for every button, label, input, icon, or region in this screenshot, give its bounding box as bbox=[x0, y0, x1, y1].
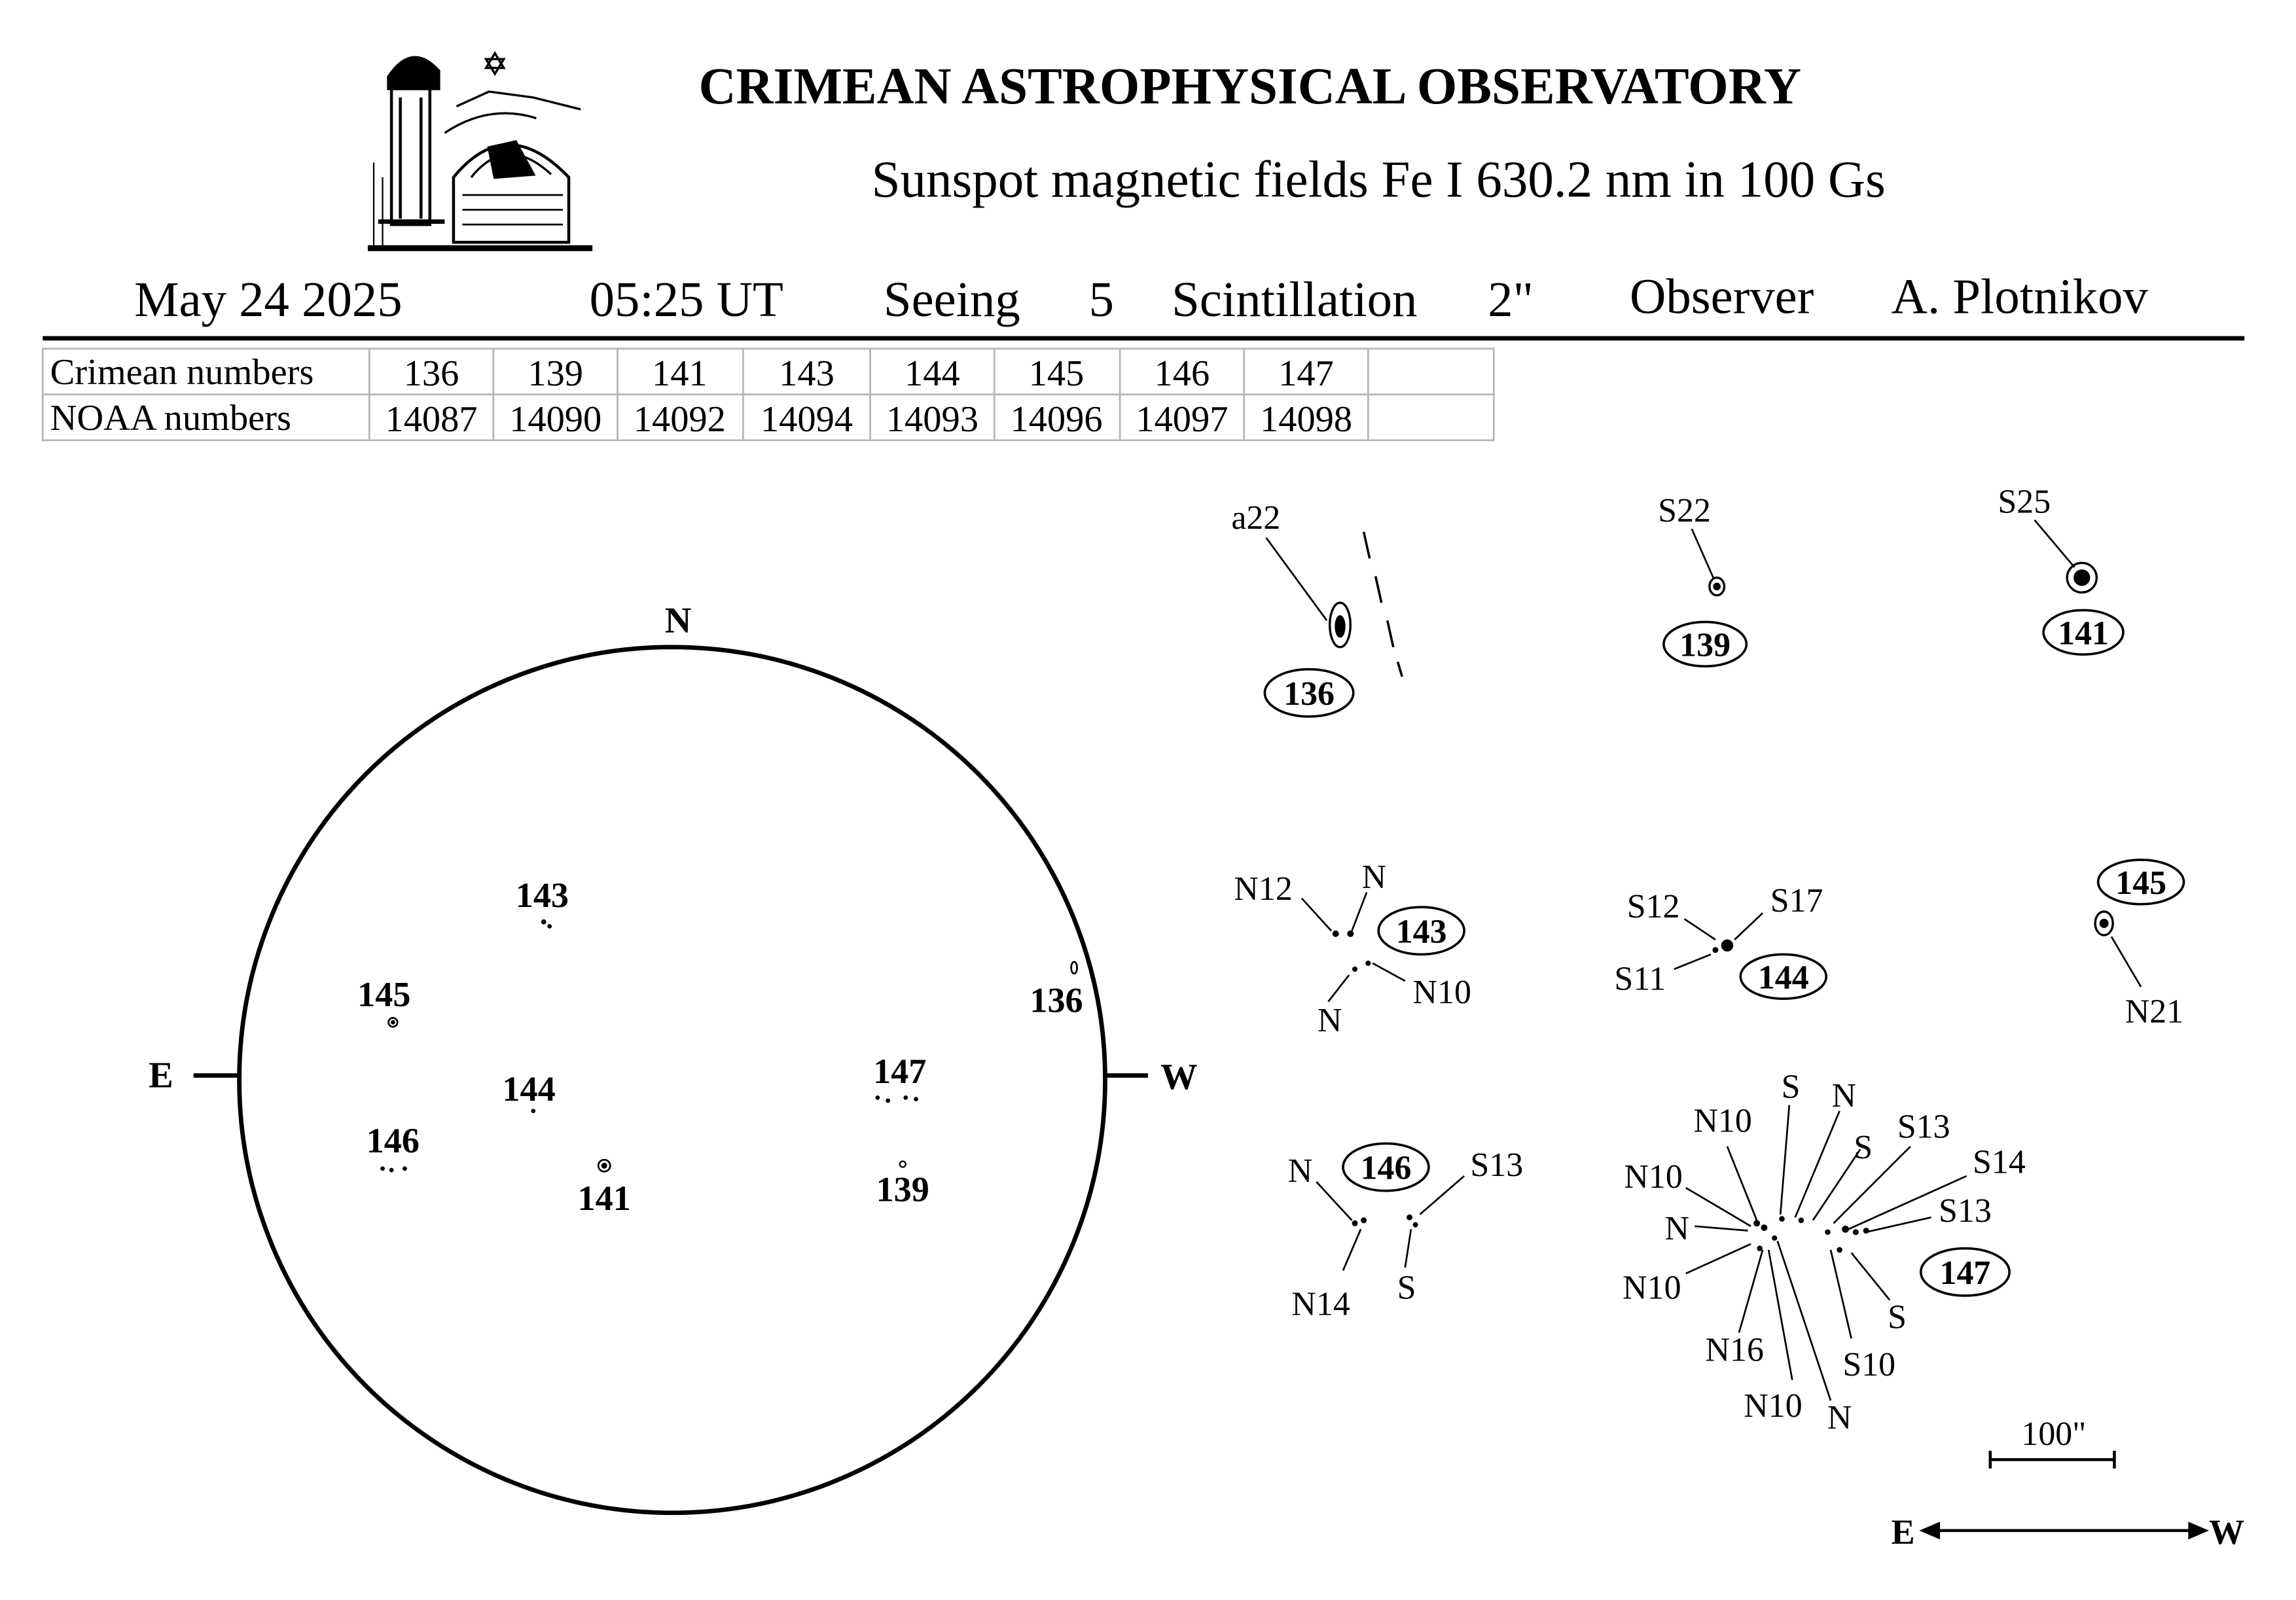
disk-spot-mark bbox=[602, 1164, 607, 1168]
group-number: 143 bbox=[1395, 913, 1447, 951]
table-row-label: NOAA numbers bbox=[50, 397, 291, 438]
detail-group-145 bbox=[2095, 912, 2141, 987]
field-label: N12 bbox=[1234, 870, 1293, 908]
field-label: S17 bbox=[1770, 881, 1823, 919]
field-label: S22 bbox=[1658, 491, 1711, 529]
table-cell-crimean: 136 bbox=[403, 353, 459, 395]
disk-group-label: 141 bbox=[577, 1178, 631, 1218]
detail-group-139 bbox=[1692, 529, 1725, 596]
table-cell-noaa: 14092 bbox=[633, 399, 726, 440]
seeing-label: Seeing bbox=[883, 272, 1020, 328]
observation-info bbox=[134, 269, 2148, 328]
field-label: N14 bbox=[1291, 1285, 1350, 1323]
field-label: N bbox=[1827, 1399, 1852, 1437]
disk-group-label: 143 bbox=[515, 876, 569, 916]
disk-spot-mark bbox=[532, 1109, 535, 1112]
table-cell-crimean: 139 bbox=[528, 353, 584, 395]
field-label: S bbox=[1888, 1298, 1907, 1336]
field-label: S bbox=[1781, 1068, 1801, 1106]
disk-spot-mark bbox=[900, 1161, 906, 1167]
group-number: 147 bbox=[1939, 1254, 1991, 1292]
observation-date: May 24 2025 bbox=[134, 272, 403, 328]
field-label: N bbox=[1664, 1210, 1689, 1248]
group-number: 136 bbox=[1283, 675, 1335, 713]
disk-spot-mark bbox=[390, 1169, 393, 1172]
field-label: N10 bbox=[1744, 1387, 1803, 1425]
field-label: S bbox=[1854, 1128, 1873, 1166]
field-label: S12 bbox=[1626, 887, 1680, 925]
scale-bar bbox=[1990, 1415, 2115, 1468]
field-label: N10 bbox=[1693, 1102, 1752, 1140]
observer-name: A. Plotnikov bbox=[1891, 268, 2148, 325]
detail-group-141 bbox=[2035, 520, 2097, 593]
table-row-label: Crimean numbers bbox=[50, 351, 314, 393]
west-label: W bbox=[1160, 1056, 1198, 1097]
disk-spot-mark bbox=[403, 1167, 406, 1171]
disk-spot-mark bbox=[876, 1096, 880, 1099]
observer-label: Observer bbox=[1629, 268, 1814, 325]
table-cell-noaa: 14098 bbox=[1260, 399, 1353, 440]
east-label: E bbox=[149, 1055, 173, 1096]
observation-time: 05:25 UT bbox=[589, 272, 783, 328]
disk-group-label: 146 bbox=[366, 1120, 420, 1160]
table-cell-crimean: 145 bbox=[1028, 353, 1085, 395]
group-number: 146 bbox=[1360, 1149, 1412, 1187]
disk-limb bbox=[240, 647, 1105, 1513]
group-number: 139 bbox=[1679, 626, 1731, 664]
detail-group-136 bbox=[1266, 532, 1403, 677]
disk-spot-mark bbox=[542, 920, 545, 923]
orientation-arrow bbox=[1892, 1512, 2245, 1552]
north-label: N bbox=[664, 600, 692, 641]
field-label: S14 bbox=[1972, 1143, 2026, 1181]
table-cell-crimean: 144 bbox=[905, 353, 960, 395]
field-label: N bbox=[1361, 858, 1387, 896]
field-label: S11 bbox=[1614, 960, 1666, 998]
solar-disk bbox=[149, 600, 1198, 1513]
detail-group-144 bbox=[1674, 913, 1763, 969]
disk-group-label: 145 bbox=[357, 974, 411, 1014]
table-cell-noaa: 14087 bbox=[385, 399, 478, 440]
field-label: N21 bbox=[2125, 993, 2184, 1031]
table-cell-noaa: 14090 bbox=[509, 399, 602, 440]
field-label: S10 bbox=[1842, 1345, 1896, 1383]
table-cell-noaa: 14093 bbox=[886, 399, 978, 440]
field-label: S bbox=[1397, 1269, 1416, 1307]
group-number: 145 bbox=[2115, 864, 2167, 902]
disk-group-label: 147 bbox=[873, 1051, 927, 1091]
table-cell-noaa: 14096 bbox=[1010, 399, 1103, 440]
group-number: 144 bbox=[1757, 959, 1809, 997]
field-label: S13 bbox=[1939, 1192, 1992, 1230]
sheet-subtitle: Sunspot magnetic fields Fe I 630.2 nm in 100 Gs bbox=[871, 151, 1886, 209]
field-label: N10 bbox=[1412, 973, 1471, 1011]
scale-bar-label: 100" bbox=[2021, 1415, 2087, 1453]
table-cell-crimean: 141 bbox=[652, 353, 708, 395]
field-label: S13 bbox=[1470, 1147, 1524, 1184]
numbers-table bbox=[43, 349, 1494, 440]
table-cell-crimean: 143 bbox=[779, 353, 834, 395]
disk-group-label: 136 bbox=[1030, 980, 1083, 1020]
table-cell-noaa: 14094 bbox=[760, 399, 853, 440]
disk-spot-mark bbox=[1071, 962, 1077, 974]
field-label: N10 bbox=[1623, 1269, 1681, 1307]
disk-spot-mark bbox=[904, 1096, 907, 1099]
table-cell-crimean: 147 bbox=[1278, 353, 1334, 395]
scintillation-label: Scintillation bbox=[1172, 272, 1418, 328]
field-label: S13 bbox=[1897, 1108, 1950, 1146]
scintillation-value: 2" bbox=[1488, 272, 1534, 328]
field-label: N10 bbox=[1624, 1158, 1683, 1196]
disk-spot-mark bbox=[391, 1021, 395, 1024]
table-cell-crimean: 146 bbox=[1154, 353, 1210, 395]
disk-spot-mark bbox=[886, 1099, 889, 1103]
disk-spot-mark bbox=[914, 1097, 918, 1101]
group-number: 141 bbox=[2058, 614, 2109, 652]
seeing-value: 5 bbox=[1088, 272, 1115, 328]
disk-spot-mark bbox=[548, 925, 551, 928]
field-label: a22 bbox=[1231, 499, 1281, 537]
arrow-west-label: W bbox=[2208, 1512, 2245, 1552]
field-label: S25 bbox=[1998, 483, 2051, 521]
sheet-title: CRIMEAN ASTROPHYSICAL OBSERVATORY bbox=[698, 58, 1802, 116]
disk-group-label: 139 bbox=[876, 1169, 929, 1209]
disk-group-label: 144 bbox=[502, 1069, 556, 1109]
field-label: N bbox=[1287, 1152, 1313, 1190]
field-label: N16 bbox=[1705, 1331, 1764, 1369]
field-label: N bbox=[1317, 1001, 1342, 1039]
observatory-logo bbox=[368, 53, 592, 251]
arrow-east-label: E bbox=[1891, 1512, 1915, 1552]
field-label: N bbox=[1831, 1076, 1857, 1114]
disk-spot-mark bbox=[381, 1167, 384, 1171]
table-cell-noaa: 14097 bbox=[1136, 399, 1229, 440]
